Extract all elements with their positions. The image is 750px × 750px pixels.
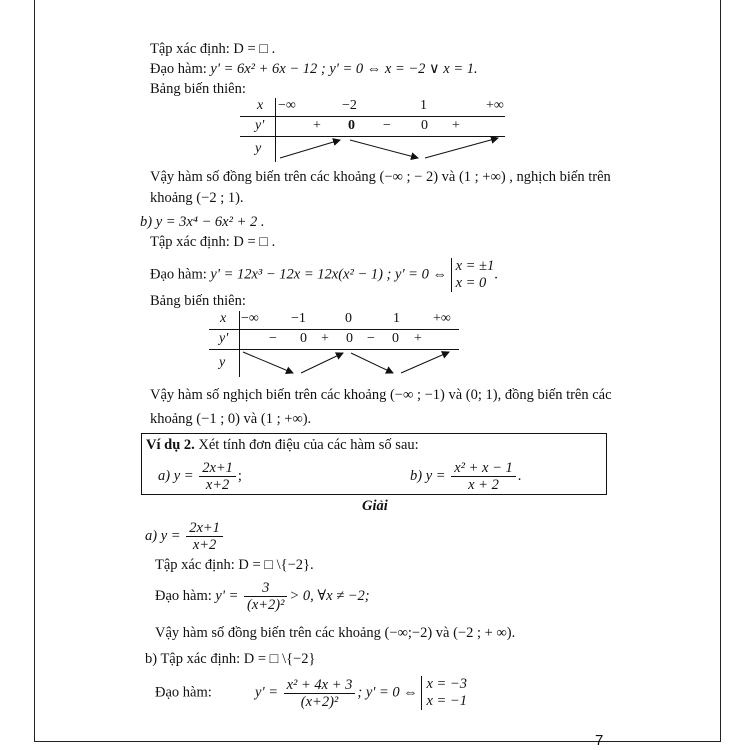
example-b <box>410 460 521 493</box>
table1-sign: − <box>383 118 391 133</box>
conclusion-line-2: khoảng (−2 ; 1). <box>150 190 244 206</box>
example-b-label: b) y = <box>410 467 446 484</box>
example-a <box>158 460 242 493</box>
conclusion-line-4: khoảng (−1 ; 0) và (1 ; +∞). <box>150 411 312 427</box>
derivative-line-1 <box>150 60 478 78</box>
system-line: x = −3 <box>426 676 467 692</box>
solution-heading: Giải <box>362 498 388 514</box>
table1-x-value: +∞ <box>486 98 504 113</box>
increasing-arrow <box>280 140 340 158</box>
decreasing-arrow <box>350 140 418 158</box>
table2-yprime-label: y' <box>219 331 229 346</box>
example-a-label: a) y = <box>158 467 194 484</box>
variation-table-1 <box>240 98 505 162</box>
numerator: 2x+1 <box>199 460 236 477</box>
period: . <box>517 467 522 484</box>
derivative-expr: y' = 6x² + 6x − 12 ; y' = 0 ⇔ x = −2 ∨ x = 1. <box>210 61 478 77</box>
system-line: x = 0 <box>455 275 487 291</box>
denominator: x+2 <box>192 537 217 553</box>
table1-y-label: y <box>255 141 262 156</box>
denominator: x + 2 <box>468 477 499 493</box>
table2-x-value: −1 <box>291 311 306 326</box>
fraction <box>451 460 516 493</box>
derivative-label: Đạo hàm: <box>155 684 212 701</box>
table2-y-label: y <box>219 355 226 370</box>
table2-sign: + <box>321 331 329 346</box>
derivative-zero: ; y' = 0 ⇔ <box>357 684 418 701</box>
page-number: 7 <box>595 732 604 749</box>
system-line: x = −1 <box>426 693 467 709</box>
variation-table-2 <box>209 311 459 377</box>
table2-sign: + <box>414 331 422 346</box>
derivative-line-2 <box>150 258 498 292</box>
table1-arrows <box>240 136 505 162</box>
table2-sign: 0 <box>392 331 399 346</box>
table1-x-value: −2 <box>342 98 357 113</box>
table1-x-value: −∞ <box>278 98 296 113</box>
table1-sign: 0 <box>421 118 428 133</box>
example-text: Xét tính đơn điệu của các hàm số sau: <box>198 437 419 453</box>
solution-system <box>421 676 467 710</box>
solution-a-conclusion: Vậy hàm số đồng biến trên các khoảng (−∞;−2) và (−2 ; + ∞). <box>155 625 516 641</box>
variation-table-label-2: Bảng biến thiên: <box>150 293 246 309</box>
derivative-label: Đạo hàm: <box>150 61 207 77</box>
table1-sign: + <box>313 118 321 133</box>
semicolon: ; <box>237 467 242 484</box>
derivative-condition: > 0, ∀x ≠ −2; <box>289 587 370 604</box>
increasing-arrow <box>301 353 343 373</box>
table1-x-label: x <box>257 98 264 113</box>
derivative-label: Đạo hàm: <box>155 587 212 604</box>
numerator: 2x+1 <box>186 520 223 537</box>
domain-line-1: Tập xác định: D = □ . <box>150 41 276 57</box>
denominator: (x+2)² <box>246 597 285 613</box>
period: . <box>494 266 498 283</box>
increasing-arrow <box>425 138 498 158</box>
fraction <box>186 520 223 553</box>
fraction <box>284 677 356 710</box>
table1-x-value: 1 <box>420 98 427 113</box>
numerator: x² + 4x + 3 <box>284 677 356 694</box>
numerator: 3 <box>244 580 287 597</box>
solution-system <box>451 258 495 292</box>
decreasing-arrow <box>351 353 393 373</box>
solution-b-derivative <box>155 676 467 710</box>
derivative-expr: y' = 12x³ − 12x = 12x(x² − 1) ; y' = 0 ⇔ <box>210 266 447 283</box>
denominator: (x+2)² <box>300 693 339 710</box>
solution-a-domain: Tập xác định: D = □ \{−2}. <box>155 557 314 573</box>
conclusion-line-3: Vậy hàm số nghịch biến trên các khoảng (−∞ ; −1) và (0; 1), đồng biến trên các <box>150 387 612 403</box>
domain-line-2: Tập xác định: D = □ . <box>150 234 276 250</box>
table2-arrows <box>209 349 459 377</box>
table2-x-value: 0 <box>345 311 352 326</box>
denominator: x+2 <box>205 477 230 493</box>
table2-sign: − <box>269 331 277 346</box>
table1-yprime-label: y' <box>255 118 265 133</box>
table1-sign: + <box>452 118 460 133</box>
table2-x-value: −∞ <box>241 311 259 326</box>
table2-x-value: +∞ <box>433 311 451 326</box>
derivative-y: y' = <box>255 684 278 701</box>
table2-sign: − <box>367 331 375 346</box>
solution-a-function <box>145 520 225 553</box>
example-heading <box>146 436 419 454</box>
solution-a-derivative <box>155 580 370 613</box>
system-line: x = ±1 <box>455 258 495 274</box>
numerator: x² + x − 1 <box>451 460 516 477</box>
increasing-arrow <box>401 352 449 373</box>
table2-x-label: x <box>220 311 227 326</box>
table2-sign: 0 <box>346 331 353 346</box>
solution-b-domain: b) Tập xác định: D = □ \{−2} <box>145 651 316 667</box>
function-b: b) y = 3x⁴ − 6x² + 2 . <box>140 214 265 230</box>
decreasing-arrow <box>243 352 293 373</box>
derivative-label: Đạo hàm: <box>150 266 207 283</box>
table1-sign: 0 <box>348 118 355 133</box>
variation-table-label-1: Bảng biến thiên: <box>150 81 246 97</box>
fraction <box>199 460 236 493</box>
example-title: Ví dụ 2. <box>146 437 195 453</box>
conclusion-line-1: Vậy hàm số đồng biến trên các khoảng (−∞ ; − 2) và (1 ; +∞) , nghịch biến trên <box>150 169 611 185</box>
derivative-y: y' = <box>215 587 239 604</box>
table2-sign: 0 <box>300 331 307 346</box>
solution-a-label: a) y = <box>145 527 181 544</box>
fraction <box>244 580 287 613</box>
table2-x-value: 1 <box>393 311 400 326</box>
